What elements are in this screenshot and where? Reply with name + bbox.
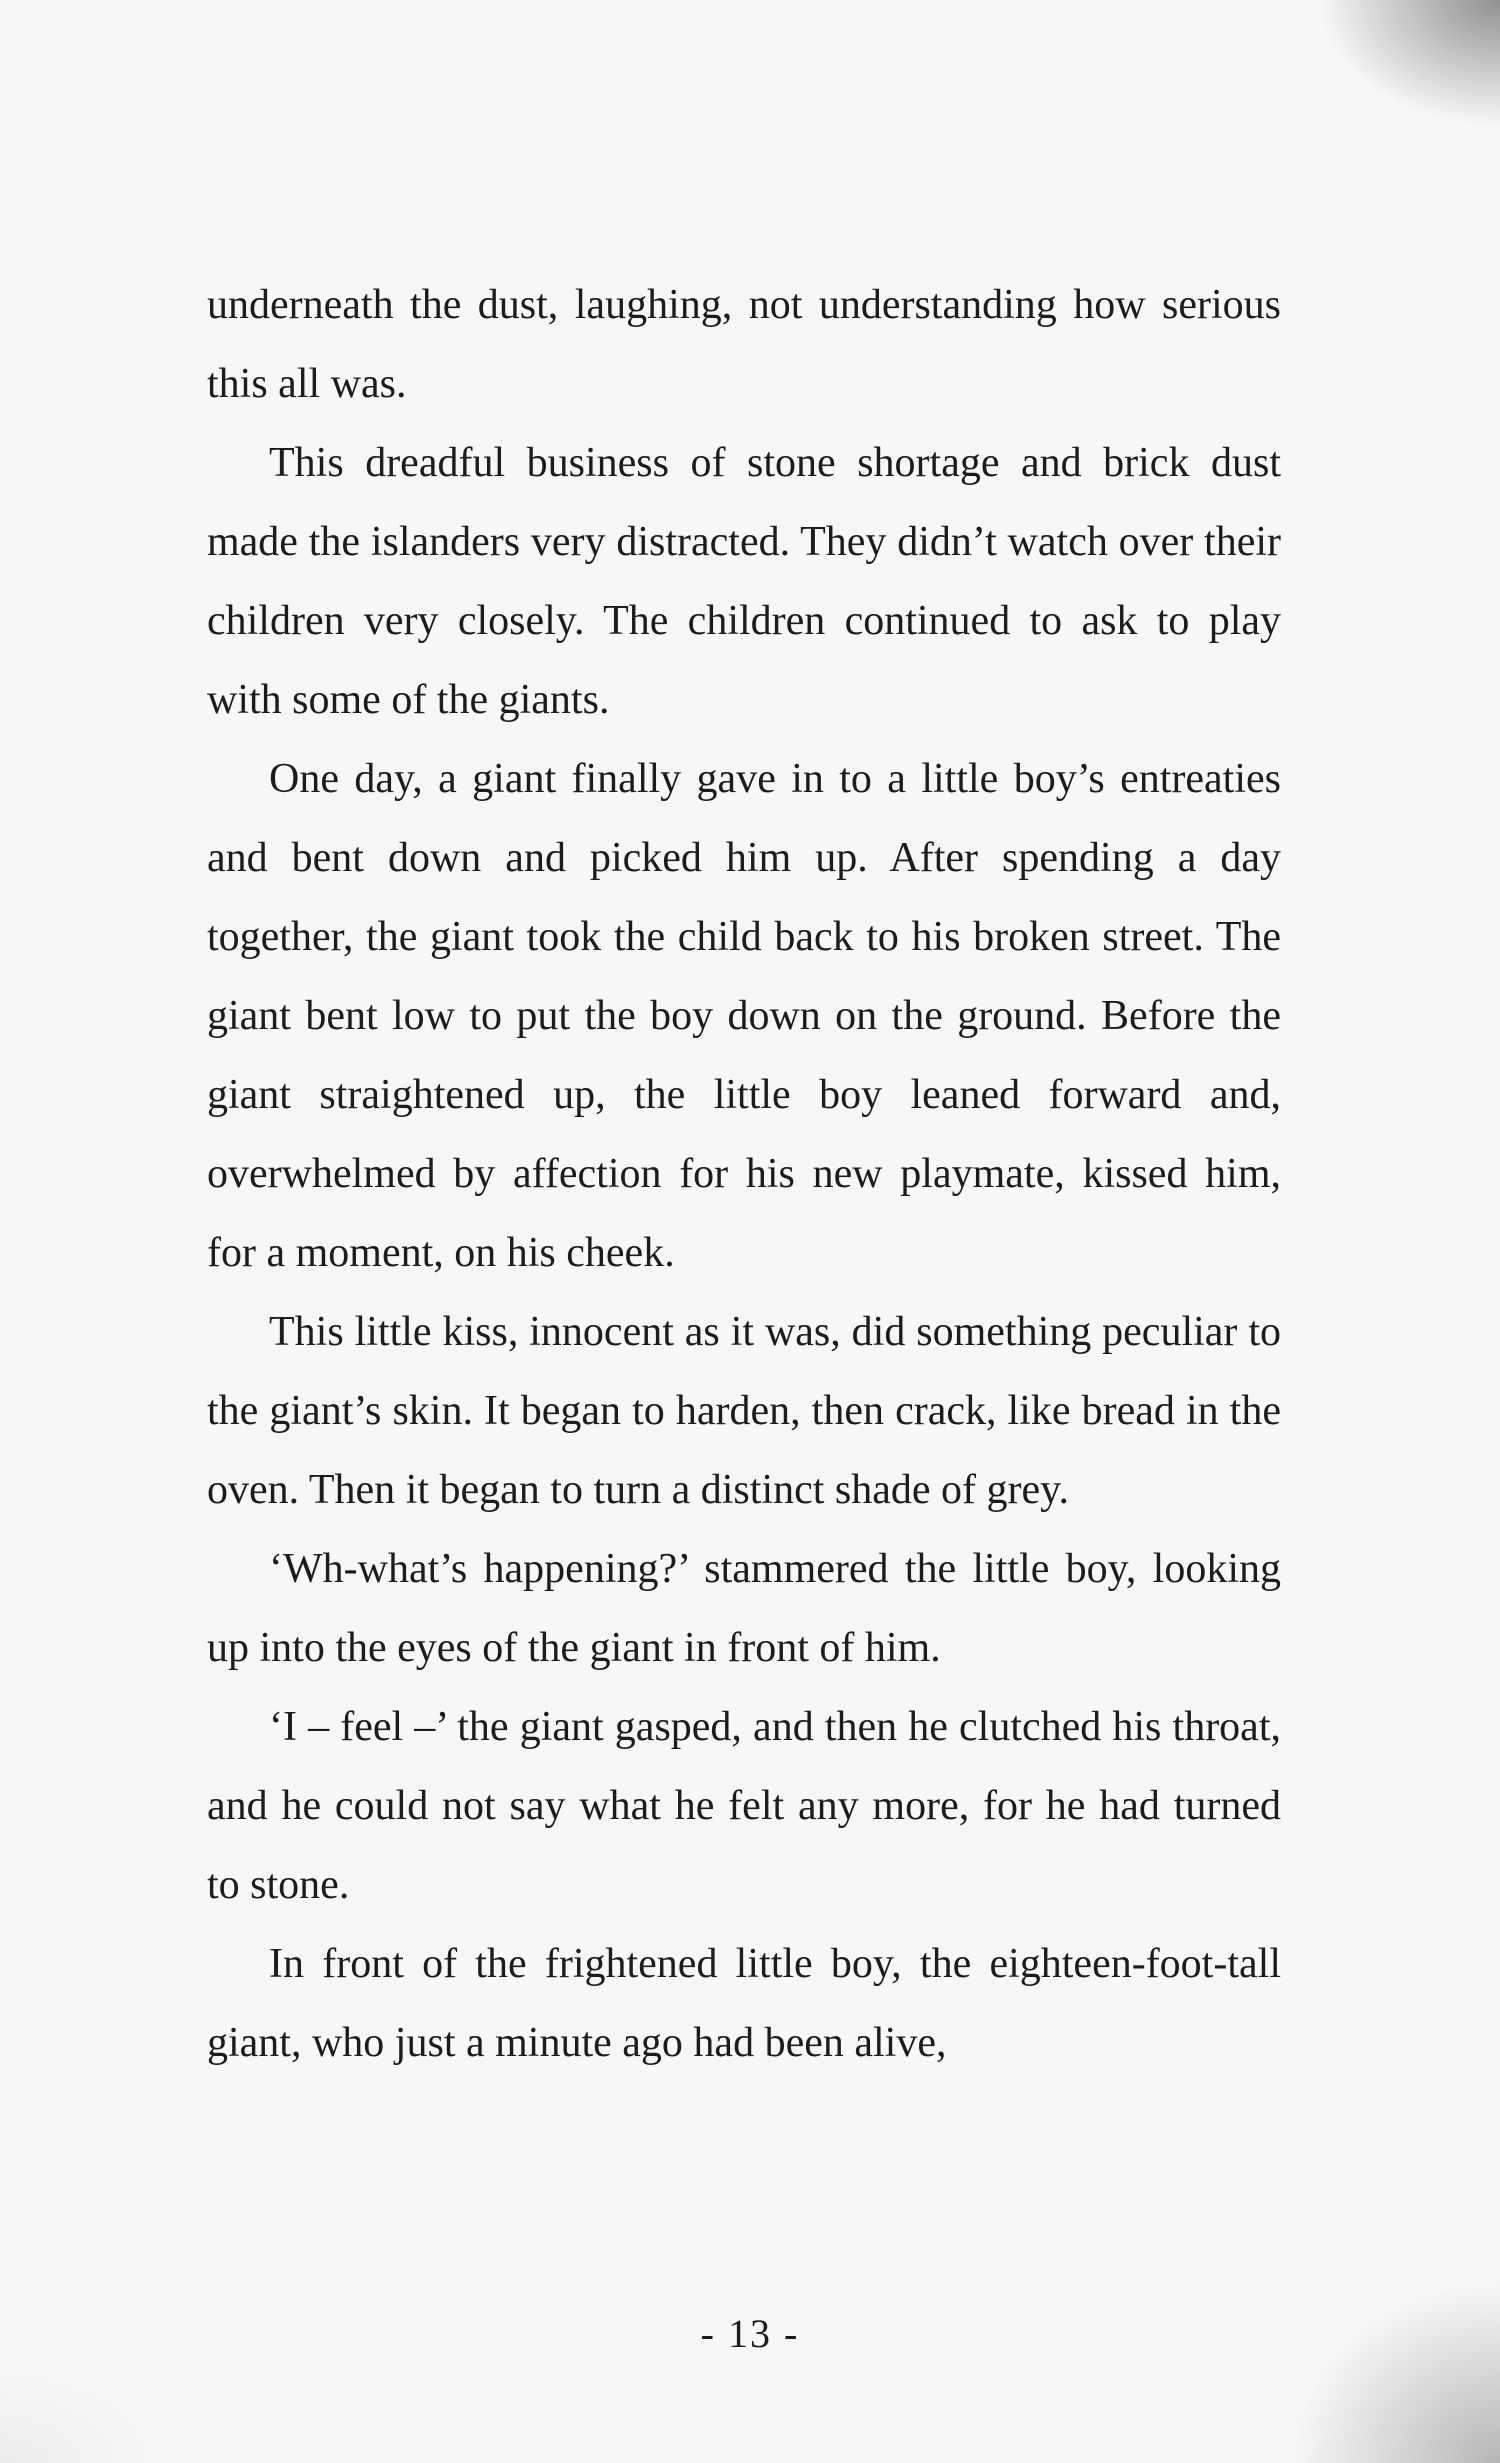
paragraph-7: In front of the frightened little boy, the eighteen-foot-tall giant, who just a minute ago had been alive, <box>207 1941 1281 2066</box>
paragraph-6: ‘I – feel –’ the giant gasped, and then he clutched his throat, and he could not say what he felt any more, for he had turned to stone. <box>207 1704 1281 1908</box>
paragraph-4: This little kiss, innocent as it was, did something peculiar to the giant’s skin. It began to harden, then crack, like bread in the oven. Then it began to turn a distinct shade of grey. <box>207 1309 1281 1513</box>
paragraph-2: This dreadful business of stone shortage and brick dust made the islanders very distracted. They didn’t watch over their children very closely. The children continued to ask to play with some of the giants. <box>207 440 1281 723</box>
paragraph-5: ‘Wh-what’s happening?’ stammered the little boy, looking up into the eyes of the giant in front of him. <box>207 1546 1281 1671</box>
body-text <box>207 266 1281 2083</box>
paragraph-1: underneath the dust, laughing, not understanding how serious this all was. <box>207 282 1281 407</box>
page-number: - 13 - <box>700 2311 800 2356</box>
paragraph-3: One day, a giant finally gave in to a little boy’s entreaties and bent down and picked him up. After spending a day together, the giant took the child back to his broken street. The giant bent low to put the boy down on the ground. Before the giant straightened up, the little boy leaned forward and, overwhelmed by affection for his new playmate, kissed him, for a moment, on his cheek. <box>207 756 1281 1276</box>
